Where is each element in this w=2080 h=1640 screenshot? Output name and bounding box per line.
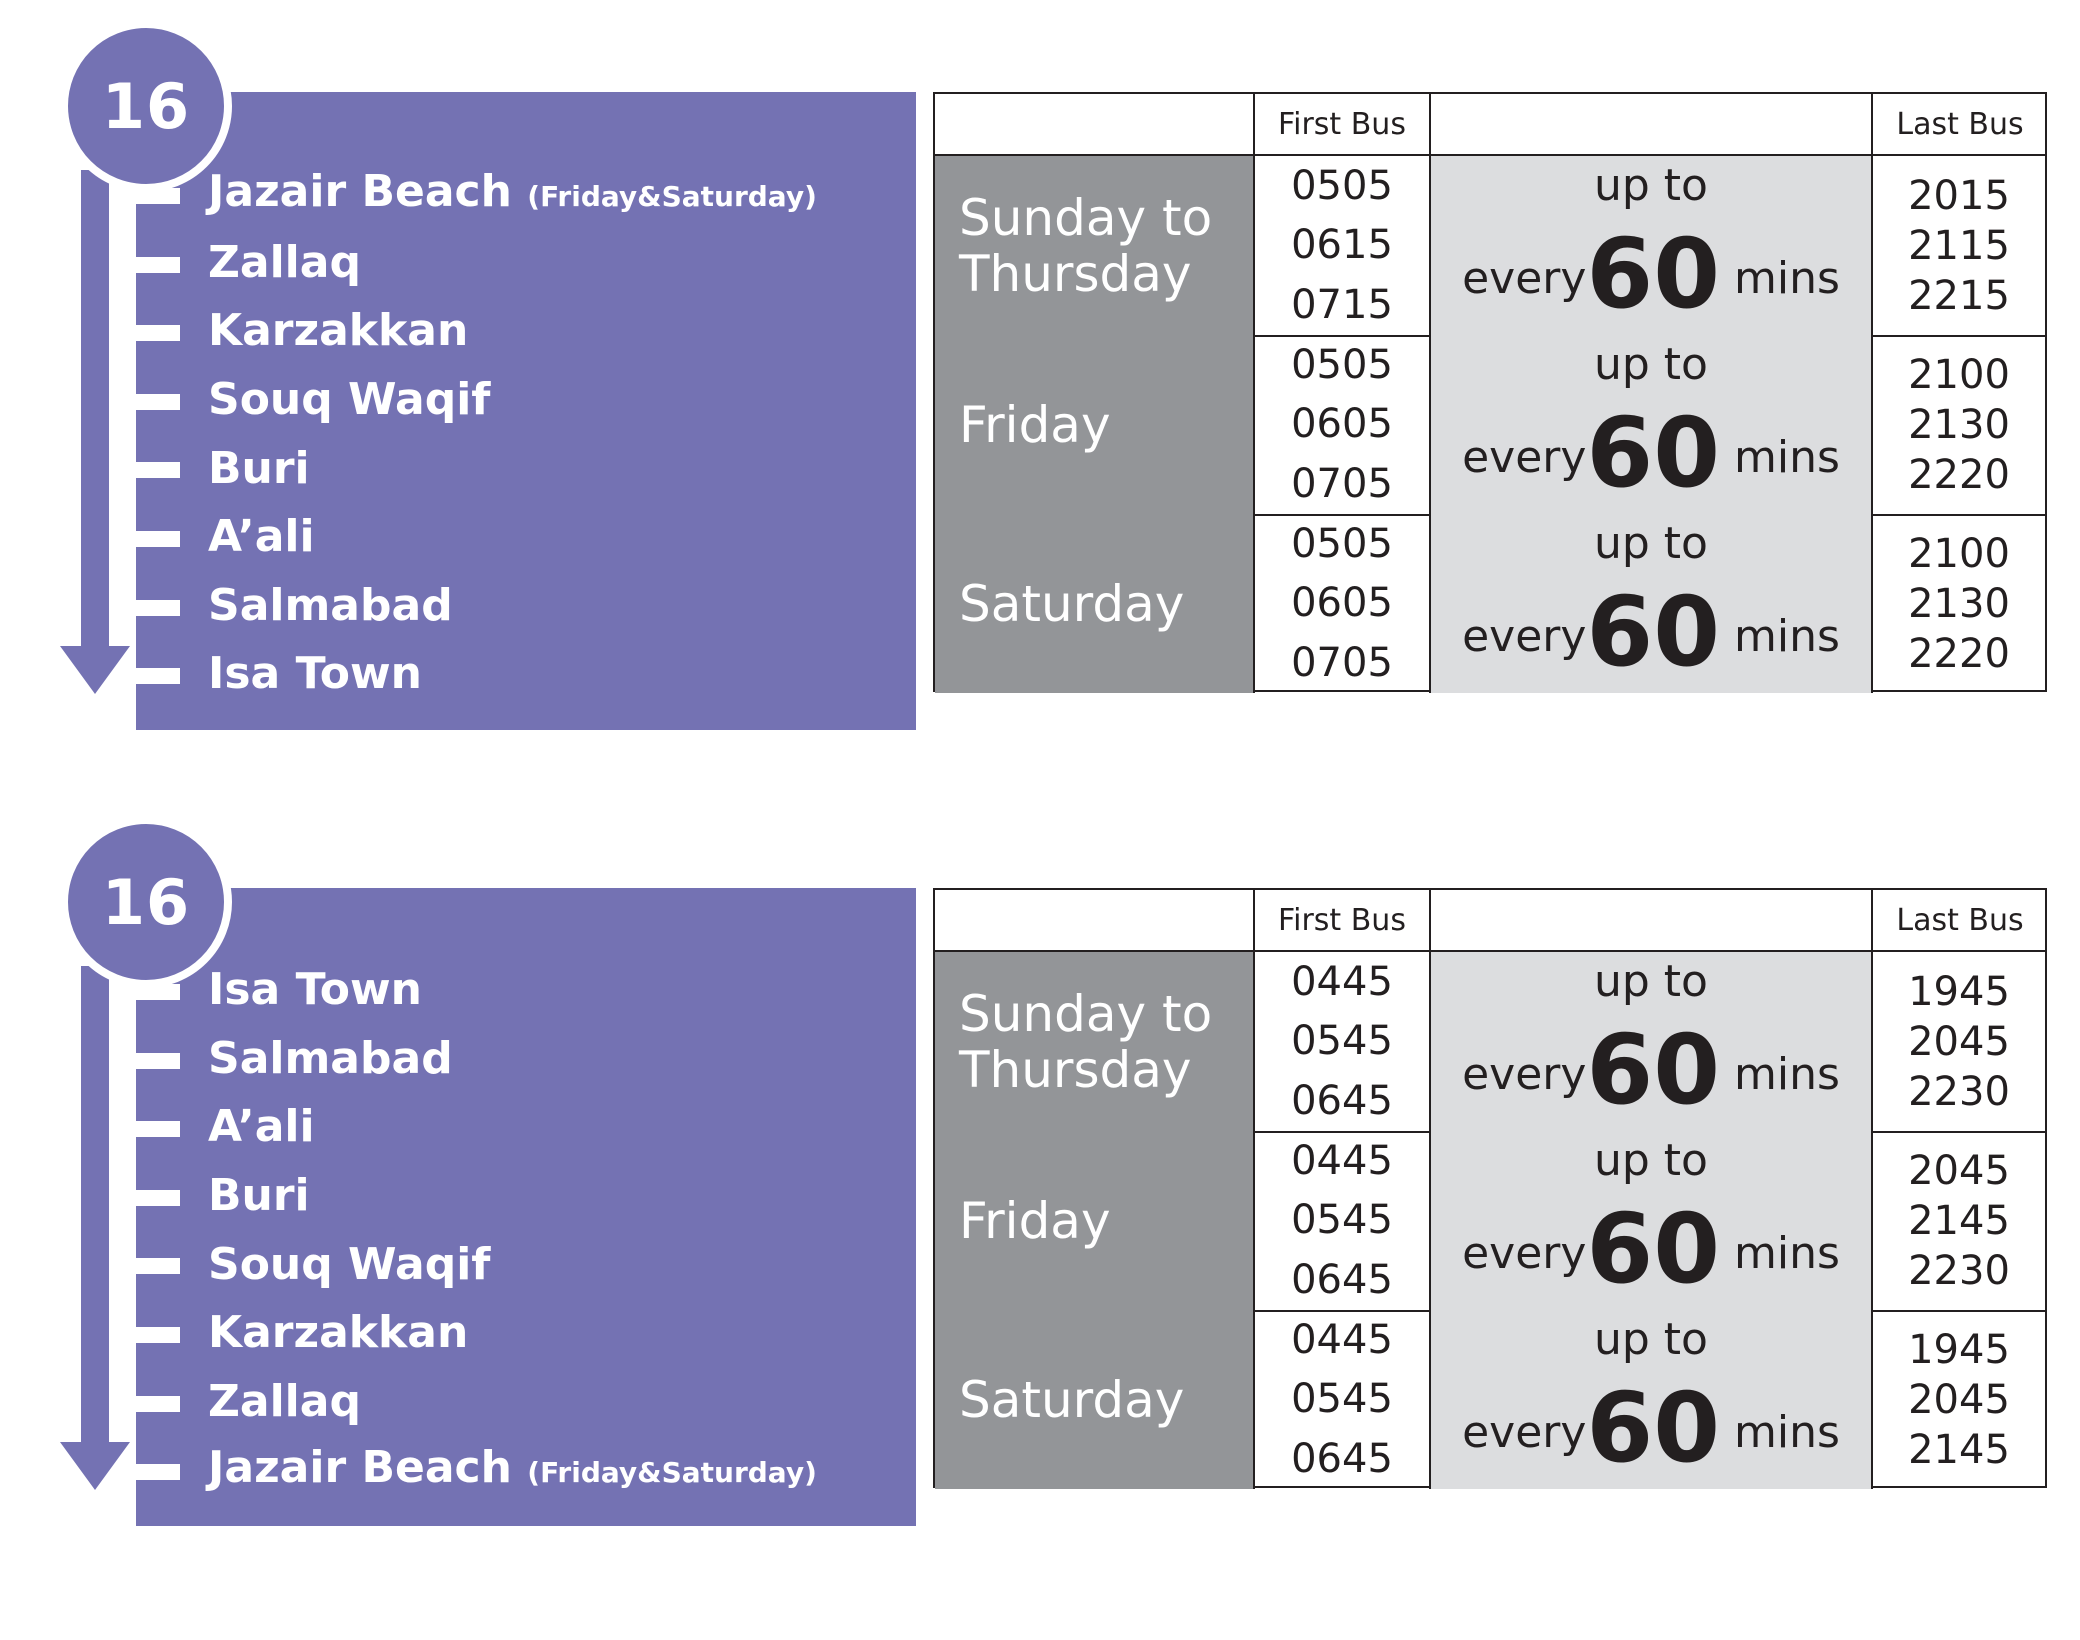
route-number: 16: [101, 865, 191, 939]
last-bus-time: 2230: [1908, 1247, 2010, 1294]
last-bus-times: [1873, 156, 2045, 335]
stop-list: [136, 956, 916, 1505]
last-bus-times: [1873, 1310, 2045, 1489]
day-text: [959, 986, 1212, 1098]
header-first-bus: First Bus: [1255, 94, 1431, 156]
first-bus-time: 0445: [1291, 1137, 1393, 1184]
frequency-every: every: [1462, 1049, 1587, 1100]
frequency-every: every: [1462, 253, 1587, 304]
first-bus-time: 0505: [1291, 341, 1393, 388]
header-blank: [935, 94, 1255, 156]
last-bus-times: [1873, 1131, 2045, 1310]
stop-label: [208, 366, 490, 434]
last-bus-time: 2130: [1908, 401, 2010, 448]
first-bus-time: 0705: [1291, 640, 1393, 687]
day-label: [935, 1131, 1255, 1310]
day-line: Thursday: [959, 244, 1192, 303]
stop-tick: [136, 1258, 180, 1274]
route-section: [0, 0, 2080, 800]
first-bus-time: 0545: [1291, 1376, 1393, 1423]
frequency-interval: 60: [1586, 218, 1720, 330]
day-text: [959, 190, 1212, 302]
stop-label: [208, 572, 453, 640]
frequency-interval: 60: [1586, 397, 1720, 509]
timetable-row: [935, 1310, 2045, 1489]
frequency-line: [1431, 1014, 1871, 1126]
last-bus-time: 2045: [1908, 1376, 2010, 1423]
day-line: Friday: [959, 1191, 1111, 1250]
stop-tick: [136, 1190, 180, 1206]
frequency-interval: 60: [1586, 1372, 1720, 1484]
first-bus-time: 0645: [1291, 1257, 1393, 1304]
day-text: [959, 1372, 1184, 1428]
day-label: [935, 952, 1255, 1131]
stop-tick: [136, 531, 180, 547]
stop-item: [136, 434, 916, 503]
frequency-every: every: [1462, 611, 1587, 662]
timetable-row: [935, 952, 2045, 1133]
first-bus-time: 0505: [1291, 520, 1393, 567]
stop-name: Zallaq: [208, 236, 361, 288]
day-label: [935, 514, 1255, 693]
stop-tick: [136, 394, 180, 410]
frequency-interval: 60: [1586, 576, 1720, 688]
first-bus-time: 0705: [1291, 461, 1393, 508]
stop-label: [208, 956, 422, 1024]
last-bus-time: 2115: [1908, 222, 2010, 269]
route-number-badge: [60, 816, 232, 988]
stop-tick: [136, 325, 180, 341]
day-text: [959, 1193, 1111, 1249]
day-line: Saturday: [959, 1370, 1185, 1429]
first-bus-time: 0505: [1291, 162, 1393, 209]
frequency-cell: [1431, 514, 1873, 693]
header-frequency-blank: [1431, 890, 1873, 952]
last-bus-time: 2145: [1908, 1197, 2010, 1244]
first-bus-times: [1255, 1131, 1431, 1310]
frequency-unit: mins: [1734, 611, 1840, 662]
first-bus-time: 0605: [1291, 401, 1393, 448]
day-line: Saturday: [959, 574, 1185, 633]
day-text: [959, 576, 1184, 632]
first-bus-times: [1255, 156, 1431, 335]
first-bus-time: 0645: [1291, 1436, 1393, 1483]
first-bus-time: 0645: [1291, 1078, 1393, 1125]
stop-label: [208, 1162, 310, 1230]
timetable: [933, 92, 2047, 692]
stop-item: [136, 956, 916, 1025]
stop-tick: [136, 600, 180, 616]
stop-item: [136, 160, 916, 229]
frequency-unit: mins: [1734, 253, 1840, 304]
last-bus-times: [1873, 514, 2045, 693]
last-bus-time: 2100: [1908, 530, 2010, 577]
last-bus-time: 1945: [1908, 968, 2010, 1015]
frequency-unit: mins: [1734, 1228, 1840, 1279]
stop-item: [136, 640, 916, 709]
stop-name: A’ali: [208, 1101, 315, 1153]
last-bus-time: 2015: [1908, 172, 2010, 219]
last-bus-time: 2220: [1908, 630, 2010, 677]
day-line: Sunday to: [959, 188, 1213, 247]
stop-list: [136, 160, 916, 709]
stop-note: (Friday&Saturday): [527, 179, 817, 213]
stop-item: [136, 572, 916, 641]
route-section: [0, 796, 2080, 1596]
frequency-up-to: up to: [1594, 1314, 1708, 1365]
stop-name: Jazair Beach: [208, 165, 512, 217]
stop-label: [208, 503, 315, 571]
frequency-up-to: up to: [1594, 160, 1708, 211]
frequency-unit: mins: [1734, 432, 1840, 483]
header-first-bus: First Bus: [1255, 890, 1431, 952]
stop-label: [208, 1368, 361, 1436]
stop-name: Jazair Beach: [208, 1441, 512, 1493]
route-line: [81, 966, 109, 1446]
stop-label: [208, 1025, 453, 1093]
stop-tick: [136, 1121, 180, 1137]
timetable-row: [935, 156, 2045, 337]
frequency-every: every: [1462, 432, 1587, 483]
timetable: [933, 888, 2047, 1488]
stop-name: Salmabad: [208, 579, 453, 631]
frequency-unit: mins: [1734, 1049, 1840, 1100]
stop-tick: [136, 1327, 180, 1343]
frequency-line: [1431, 397, 1871, 509]
stop-item: [136, 1162, 916, 1231]
stop-tick: [136, 1053, 180, 1069]
first-bus-time: 0545: [1291, 1197, 1393, 1244]
frequency-every: every: [1462, 1228, 1587, 1279]
stop-tick: [136, 668, 180, 684]
stop-label: [208, 1434, 817, 1507]
frequency-up-to: up to: [1594, 1135, 1708, 1186]
header-blank: [935, 890, 1255, 952]
last-bus-times: [1873, 952, 2045, 1131]
first-bus-time: 0545: [1291, 1018, 1393, 1065]
day-label: [935, 335, 1255, 514]
stop-item: [136, 1299, 916, 1368]
frequency-up-to: up to: [1594, 339, 1708, 390]
day-line: Thursday: [959, 1040, 1192, 1099]
first-bus-times: [1255, 514, 1431, 693]
first-bus-time: 0715: [1291, 282, 1393, 329]
stop-label: [208, 435, 310, 503]
stop-label: [208, 1093, 315, 1161]
frequency-cell: [1431, 1310, 1873, 1489]
last-bus-time: 2145: [1908, 1426, 2010, 1473]
last-bus-times: [1873, 335, 2045, 514]
stop-name: A’ali: [208, 511, 315, 563]
day-label: [935, 156, 1255, 335]
stop-name: Isa Town: [208, 648, 422, 700]
route-number-badge: [60, 20, 232, 192]
day-line: Friday: [959, 395, 1111, 454]
first-bus-time: 0605: [1291, 580, 1393, 627]
timetable-row: [935, 335, 2045, 516]
stop-label: [208, 297, 468, 365]
stop-note: (Friday&Saturday): [527, 1455, 817, 1489]
header-last-bus: Last Bus: [1873, 890, 2047, 952]
header-last-bus: Last Bus: [1873, 94, 2047, 156]
stop-item: [136, 229, 916, 298]
stop-tick: [136, 462, 180, 478]
stop-name: Karzakkan: [208, 1307, 469, 1359]
frequency-up-to: up to: [1594, 956, 1708, 1007]
day-text: [959, 397, 1111, 453]
stop-item: [136, 1436, 916, 1505]
stop-tick: [136, 1396, 180, 1412]
timetable-row: [935, 514, 2045, 693]
first-bus-time: 0445: [1291, 1316, 1393, 1363]
frequency-interval: 60: [1586, 1193, 1720, 1305]
frequency-line: [1431, 576, 1871, 688]
stop-label: [208, 1299, 468, 1367]
last-bus-time: 2100: [1908, 351, 2010, 398]
stop-item: [136, 503, 916, 572]
frequency-interval: 60: [1586, 1014, 1720, 1126]
stop-item: [136, 1093, 916, 1162]
stop-name: Isa Town: [208, 964, 422, 1016]
direction-arrow-icon: [60, 1442, 130, 1490]
last-bus-time: 1945: [1908, 1326, 2010, 1373]
stop-name: Souq Waqif: [208, 1238, 491, 1290]
stop-name: Souq Waqif: [208, 374, 491, 426]
frequency-line: [1431, 1193, 1871, 1305]
frequency-every: every: [1462, 1407, 1587, 1458]
day-label: [935, 1310, 1255, 1489]
last-bus-time: 2045: [1908, 1018, 2010, 1065]
frequency-cell: [1431, 1131, 1873, 1310]
stop-item: [136, 1230, 916, 1299]
stop-label: [208, 640, 422, 708]
last-bus-time: 2045: [1908, 1147, 2010, 1194]
first-bus-times: [1255, 1310, 1431, 1489]
frequency-cell: [1431, 952, 1873, 1131]
stop-item: [136, 1368, 916, 1437]
last-bus-time: 2220: [1908, 451, 2010, 498]
stop-name: Buri: [208, 442, 310, 494]
frequency-unit: mins: [1734, 1407, 1840, 1458]
stop-name: Buri: [208, 1170, 310, 1222]
route-number: 16: [101, 69, 191, 143]
stop-item: [136, 366, 916, 435]
stop-item: [136, 297, 916, 366]
last-bus-time: 2130: [1908, 580, 2010, 627]
stop-name: Zallaq: [208, 1375, 361, 1427]
stop-label: [208, 1231, 490, 1299]
stop-name: Salmabad: [208, 1032, 453, 1084]
first-bus-times: [1255, 335, 1431, 514]
frequency-up-to: up to: [1594, 518, 1708, 569]
header-frequency-blank: [1431, 94, 1873, 156]
stop-label: [208, 229, 361, 297]
frequency-line: [1431, 1372, 1871, 1484]
stop-tick: [136, 1464, 180, 1480]
stop-item: [136, 1025, 916, 1094]
last-bus-time: 2230: [1908, 1068, 2010, 1115]
frequency-line: [1431, 218, 1871, 330]
first-bus-times: [1255, 952, 1431, 1131]
first-bus-time: 0445: [1291, 958, 1393, 1005]
frequency-cell: [1431, 156, 1873, 335]
frequency-cell: [1431, 335, 1873, 514]
route-line: [81, 170, 109, 650]
direction-arrow-icon: [60, 646, 130, 694]
timetable-row: [935, 1131, 2045, 1312]
stop-tick: [136, 257, 180, 273]
stop-label: [208, 158, 817, 231]
stop-name: Karzakkan: [208, 305, 469, 357]
first-bus-time: 0615: [1291, 222, 1393, 269]
last-bus-time: 2215: [1908, 272, 2010, 319]
day-line: Sunday to: [959, 984, 1213, 1043]
